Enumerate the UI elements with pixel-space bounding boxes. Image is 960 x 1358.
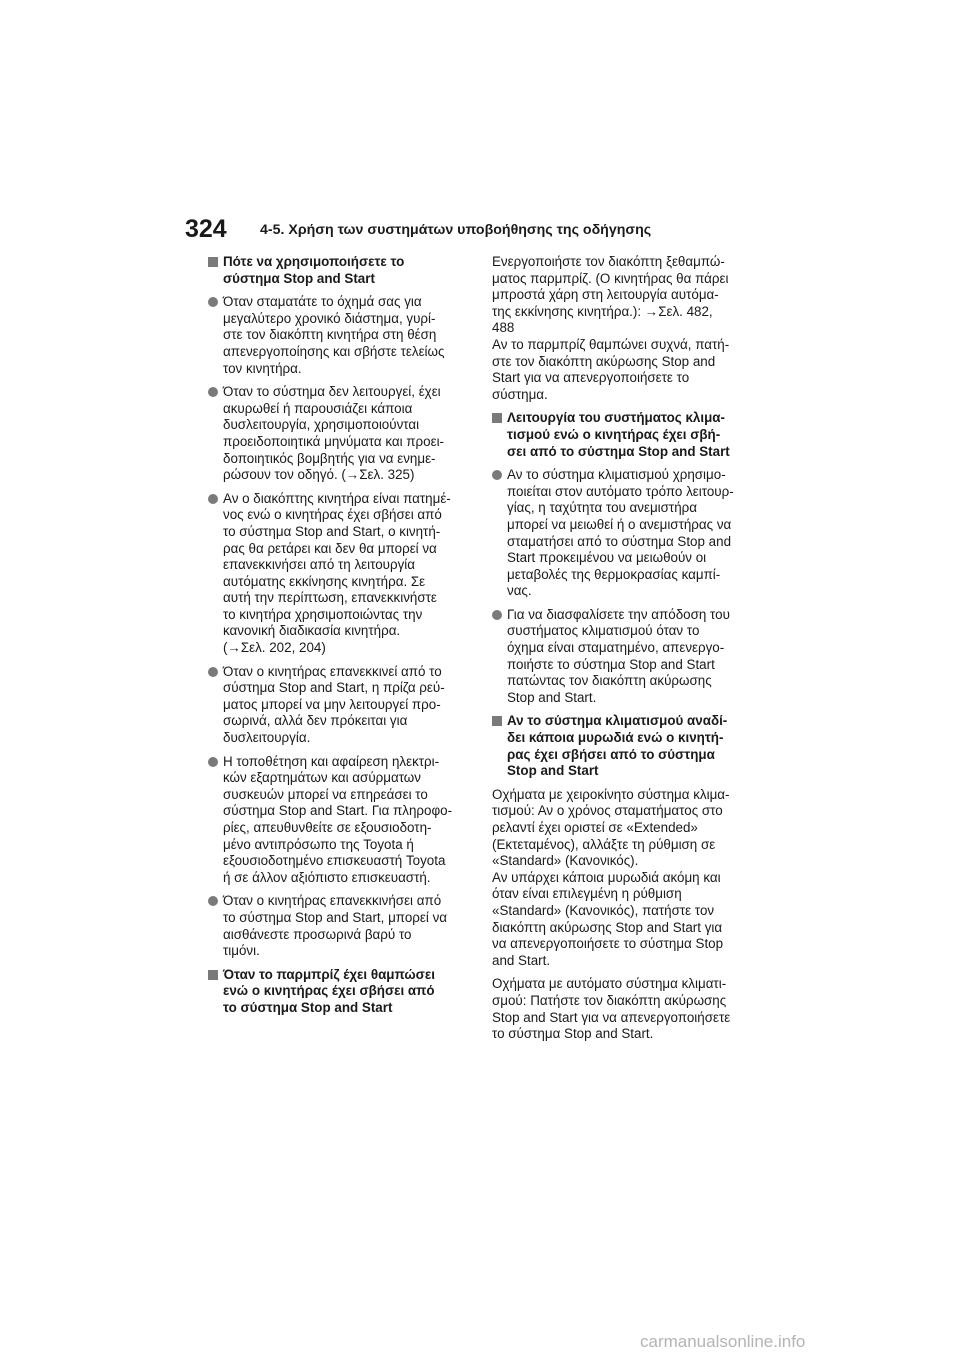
round-bullet-icon xyxy=(208,896,218,906)
block-text: Οχήματα με χειροκίνητο σύστημα κλιμα- τισμού: Αν ο χρόνος σταματήματος στο ρελαντί έχει οριστεί σε «Extended» (Εκτεταμένος), αλλάξτε τη ρύθμιση σε «Standard» (Κανονικός). Αν υπάρχει κάποια μυρωδιά ακόμη και όταν είναι επιλεγμένη η ρύθμιση «Standard» (Κανονικός), πατήστε τον διακόπτη ακύρωσης Stop and Start για να απενεργοποιήσετε το σύστημα Stop and Start. xyxy=(492,786,730,968)
block-text: Για να διασφαλίσετε την απόδοση του συστήματος κλιματισμού όταν το όχημα είναι σταματημένο, απενεργο- ποιήστε το σύστημα Stop and Start πατώντας τον διακόπτη ακύρωσης Stop and Start. xyxy=(507,606,730,705)
watermark: carmanualsonline.info xyxy=(640,1332,806,1351)
bullet-item xyxy=(208,664,468,747)
right-column xyxy=(492,254,762,1050)
square-bullet-icon xyxy=(208,257,218,267)
paragraph xyxy=(492,254,762,403)
round-bullet-icon xyxy=(492,610,502,620)
chapter-title: 4-5. Χρήση των συστημάτων υποβοήθησης της οδήγησης xyxy=(260,222,652,238)
block-text: Όταν ο κινητήρας επανεκκινήσει από το σύστημα Stop and Start, μπορεί να αισθάνεστε προσωρινά βαρύ το τιμόνι. xyxy=(223,893,448,959)
bullet-item xyxy=(208,893,468,959)
page-number: 324 xyxy=(185,215,227,243)
section-heading xyxy=(492,410,762,460)
bullet-item xyxy=(492,467,762,600)
round-bullet-icon xyxy=(208,297,218,307)
left-column xyxy=(208,254,468,1024)
block-text: Όταν το παρμπρίζ έχει θαμπώσει ενώ ο κινητήρας έχει σβήσει από το σύστημα Stop and Start xyxy=(223,966,435,1015)
round-bullet-icon xyxy=(208,757,218,767)
section-heading xyxy=(208,254,468,287)
bullet-item xyxy=(208,754,468,887)
paragraph xyxy=(492,976,762,1042)
section-heading xyxy=(208,967,468,1017)
square-bullet-icon xyxy=(208,970,218,980)
block-text: Όταν σταματάτε το όχημά σας για μεγαλύτερο χρονικό διάστημα, γυρί- στε τον διακόπτη κινητήρα στη θέση απενεργοποίησης και σβήστε τελείως τον κινητήρα. xyxy=(223,294,445,376)
block-text: Όταν το σύστημα δεν λειτουργεί, έχει ακυρωθεί ή παρουσιάζει κάποια δυσλειτουργία, χρησιμοποιούνται προειδοποιητικά μηνύματα και προει- δοποιητικός βομβητής για να ενημε- ρώσουν τον οδηγό. (→Σελ. 325) xyxy=(223,384,445,483)
block-text: Αν το σύστημα κλιματισμού χρησιμο- ποιείται στον αυτόματο τρόπο λειτουρ- γίας, η ταχύτητα του ανεμιστήρα μπορεί να μειωθεί ή ο ανεμιστήρας να σταματήσει από το σύστημα Stop and Start προκειμένου να μειωθούν οι μεταβολές της θερμοκρασίας καμπί- νας. xyxy=(507,467,734,599)
block-text: Αν ο διακόπτης κινητήρα είναι πατημέ- νος ενώ ο κινητήρας έχει σβήσει από το σύστημα Stop and Start, ο κινητή- ρας θα ρετάρει και δεν θα μπορεί να επανεκκινήσει από τη λειτουργία αυτόματης εκκίνησης κινητήρα. Σε αυτή την περίπτωση, επανεκκινήστε το κινητήρα χρησιμοποιώντας την κανονική διαδικασία κινητήρα. (→Σελ. 202, 204) xyxy=(223,490,451,656)
round-bullet-icon xyxy=(208,667,218,677)
round-bullet-icon xyxy=(208,387,218,397)
square-bullet-icon xyxy=(492,716,502,726)
square-bullet-icon xyxy=(492,413,502,423)
round-bullet-icon xyxy=(492,470,502,480)
block-text: Πότε να χρησιμοποιήσετε το σύστημα Stop and Start xyxy=(223,254,405,286)
bullet-item xyxy=(492,607,762,707)
block-text: Όταν ο κινητήρας επανεκκινεί από το σύστημα Stop and Start, η πρίζα ρεύ- ματος μπορεί να μην λειτουργεί προ- σωρινά, αλλά δεν πρόκειται για δυσλειτουργία. xyxy=(223,663,445,746)
bullet-item xyxy=(208,294,468,377)
block-text: Η τοποθέτηση και αφαίρεση ηλεκτρι- κών εξαρτημάτων και ασύρματων συσκευών μπορεί να επηρεάσει το σύστημα Stop and Start. Για πληροφο- ρίες, απευθυνθείτε σε εξουσιοδοτη- μένο αντιπρόσωπο της Toyota ή εξουσιοδοτημένο επισκευαστή Toyota ή σε άλλον αξιόπιστο επισκευαστή. xyxy=(223,753,453,885)
round-bullet-icon xyxy=(208,494,218,504)
block-text: Οχήματα με αυτόματο σύστημα κλιματι- σμού: Πατήστε τον διακόπτη ακύρωσης Stop and Start για να απενεργοποιήσετε το σύστημα Stop and Start. xyxy=(492,976,731,1042)
block-text: Ενεργοποιήστε τον διακόπτη ξεθαμπώ- ματος παρμπρίζ. (Ο κινητήρας θα πάρει μπροστά χάρη στη λειτουργία αυτόμα- της εκκίνησης κινητήρα.): →Σελ. 482, 488 Αν το παρμπρίζ θαμπώνει συχνά, πατή- στε τον διακόπτη ακύρωσης Stop and Start για να απενεργοποιήσετε το σύστημα. xyxy=(492,254,730,402)
block-text: Λειτουργία του συστήματος κλιμα- τισμού ενώ ο κινητήρας έχει σβή- σει από το σύστημα Stop and Start xyxy=(507,410,730,459)
page-header xyxy=(185,214,785,244)
section-heading xyxy=(492,713,762,779)
bullet-item xyxy=(208,491,468,657)
bullet-item xyxy=(208,384,468,484)
block-text: Αν το σύστημα κλιματισμού αναδί- δει κάποια μυρωδιά ενώ ο κινητή- ρας έχει σβήσει από το σύστημα Stop and Start xyxy=(507,713,728,779)
paragraph xyxy=(492,787,762,970)
